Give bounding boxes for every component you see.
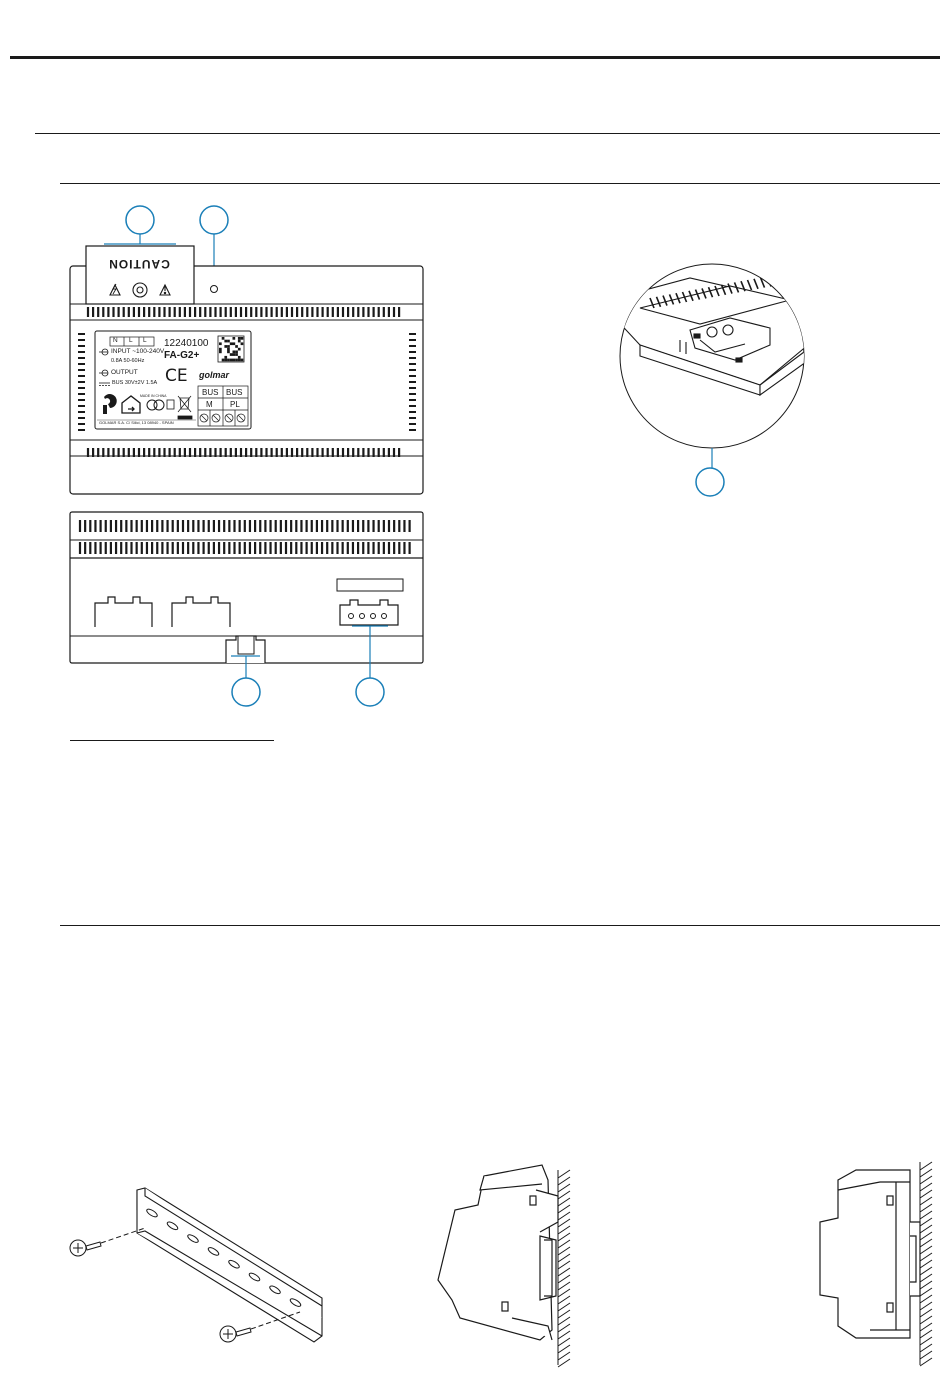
hatch-line <box>558 1296 570 1304</box>
hatch-line <box>558 1338 570 1346</box>
hatch-line <box>920 1197 932 1205</box>
bus-right-sub: PL <box>230 400 240 409</box>
input-rating: INPUT ~100-240V <box>111 348 165 355</box>
hatch-line <box>558 1317 570 1325</box>
hatch-line <box>920 1190 932 1198</box>
hatch-line <box>558 1324 570 1332</box>
hatch-line <box>920 1176 932 1184</box>
device-tilted-on-rail <box>438 1165 558 1340</box>
hatch-line <box>920 1358 932 1366</box>
terminal-label-n: N <box>113 337 118 344</box>
hatch-line <box>920 1309 932 1317</box>
output-rating: OUTPUT <box>111 369 138 376</box>
hatch-line <box>558 1247 570 1255</box>
hatch-line <box>558 1254 570 1262</box>
hatch-line <box>558 1359 570 1367</box>
hatch-line <box>558 1275 570 1283</box>
hatch-line <box>558 1191 570 1199</box>
hatch-line <box>920 1281 932 1289</box>
hatch-line <box>920 1267 932 1275</box>
hatch-line <box>920 1169 932 1177</box>
hatch-line <box>920 1253 932 1261</box>
hatch-line <box>558 1170 570 1178</box>
hatch-line <box>920 1246 932 1254</box>
hatch-line <box>558 1205 570 1213</box>
hatch-line <box>920 1295 932 1303</box>
hatch-line <box>558 1240 570 1248</box>
hatch-line <box>920 1204 932 1212</box>
device-mounted-on-rail <box>820 1170 920 1338</box>
hatch-line <box>920 1316 932 1324</box>
bus-left-sub: M <box>206 400 213 409</box>
made-in-text: MADE IN CHINA <box>140 394 167 398</box>
ce-mark: CE <box>165 366 188 386</box>
hatch-line <box>920 1225 932 1233</box>
hatch-line <box>920 1260 932 1268</box>
hatch-line <box>558 1282 570 1290</box>
hatch-line <box>920 1344 932 1352</box>
hatch-line <box>558 1345 570 1353</box>
part-number: 12240100 <box>164 338 209 349</box>
hatch-line <box>558 1226 570 1234</box>
brand-logo: golmar <box>199 370 230 380</box>
hatch-line <box>558 1212 570 1220</box>
hatch-line <box>558 1289 570 1297</box>
hatch-line <box>920 1288 932 1296</box>
hatch-line <box>558 1303 570 1311</box>
hatch-line <box>920 1323 932 1331</box>
hatch-line <box>920 1211 932 1219</box>
hatch-line <box>920 1239 932 1247</box>
screw-icon <box>70 1228 145 1256</box>
hatch-line <box>920 1274 932 1282</box>
hatch-line <box>558 1268 570 1276</box>
output-spec: BUS 30V±2V 1.5A <box>112 380 158 386</box>
hatch-line <box>558 1352 570 1360</box>
din-rail-icon <box>137 1188 322 1342</box>
input-spec: 0.8A 50-60Hz <box>111 358 145 364</box>
bus-right-header: BUS <box>226 388 243 397</box>
hatch-line <box>920 1330 932 1338</box>
hatch-line <box>558 1177 570 1185</box>
hatch-line <box>920 1183 932 1191</box>
hatch-line <box>558 1233 570 1241</box>
hatch-line <box>558 1219 570 1227</box>
hatch-line <box>920 1232 932 1240</box>
hatch-line <box>558 1261 570 1269</box>
terminal-label-l1: L <box>129 337 133 344</box>
bus-left-header: BUS <box>202 388 219 397</box>
caution-text: CAUTION <box>108 257 170 271</box>
hatch-line <box>920 1302 932 1310</box>
hatch-line <box>558 1198 570 1206</box>
hatch-line <box>920 1337 932 1345</box>
model-name: FA-G2+ <box>164 350 200 361</box>
wall-hatch-icon <box>558 1170 570 1367</box>
hatch-line <box>558 1310 570 1318</box>
hatch-line <box>920 1351 932 1359</box>
hatch-line <box>558 1331 570 1339</box>
terminal-label-l2: L <box>143 337 147 344</box>
hatch-line <box>920 1162 932 1170</box>
hatch-line <box>920 1218 932 1226</box>
manufacturer-text: GOLMAR S.A. C/ Silici, 13 08940 - SPAIN <box>99 420 174 425</box>
hatch-line <box>558 1184 570 1192</box>
